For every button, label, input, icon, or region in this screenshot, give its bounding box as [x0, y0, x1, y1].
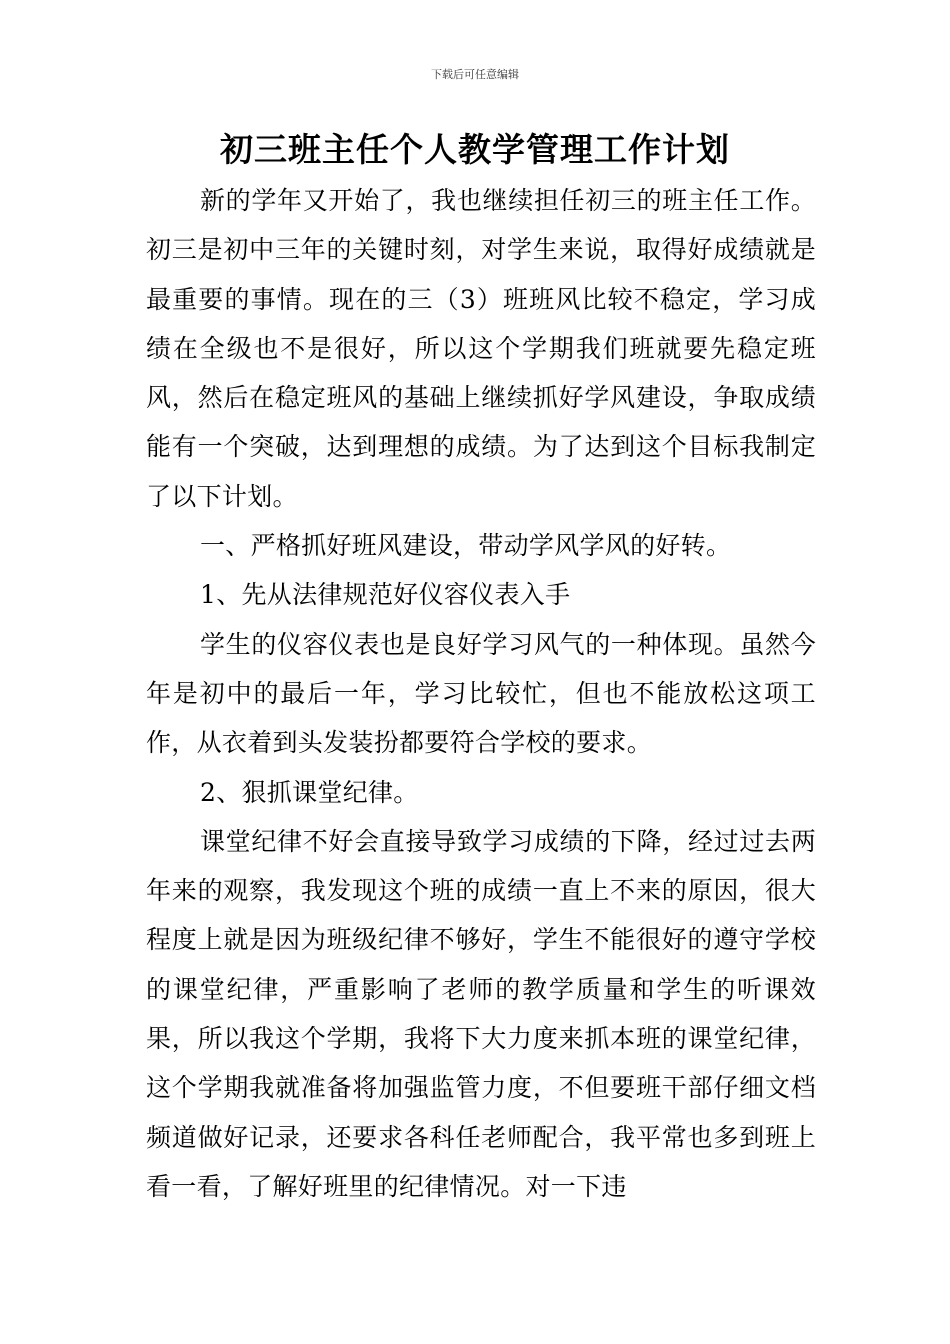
document-body	[146, 176, 816, 1211]
document-title: 初三班主任个人教学管理工作计划	[220, 130, 730, 169]
paragraph-intro: 新的学年又开始了，我也继续担任初三的班主任工作。初三是初中三年的关键时刻，对学生来说，取得好成绩就是最重要的事情。现在的三（3）班班风比较不稳定，学习成绩在全级也不是很好，所以这个学期我们班就要先稳定班风，然后在稳定班风的基础上继续抓好学风建设，争取成绩能有一个突破，达到理想的成绩。为了达到这个目标我制定了以下计划。	[146, 186, 816, 511]
subheading-1: 1、先从法律规范好仪容仪表入手	[200, 580, 571, 610]
header-note: 下载后可任意编辑	[431, 68, 519, 81]
paragraph-discipline: 课堂纪律不好会直接导致学习成绩的下降，经过过去两年来的观察，我发现这个班的成绩一直上不来的原因，很大程度上就是因为班级纪律不够好，学生不能很好的遵守学校的课堂纪律，严重影响了老师的教学质量和学生的听课效果，所以我这个学期，我将下大力度来抓本班的课堂纪律，这个学期我就准备将加强监管力度，不但要班干部仔细文档频道做好记录，还要求各科任老师配合，我平常也多到班上看一看，了解好班里的纪律情况。对一下违	[146, 826, 816, 1201]
paragraph-appearance: 学生的仪容仪表也是良好学习风气的一种体现。虽然今年是初中的最后一年，学习比较忙，但也不能放松这项工作，从衣着到头发装扮都要符合学校的要求。	[146, 629, 816, 758]
section-heading-1: 一、严格抓好班风建设，带动学风学风的好转。	[200, 531, 732, 561]
subheading-2: 2、狠抓课堂纪律。	[200, 777, 419, 807]
